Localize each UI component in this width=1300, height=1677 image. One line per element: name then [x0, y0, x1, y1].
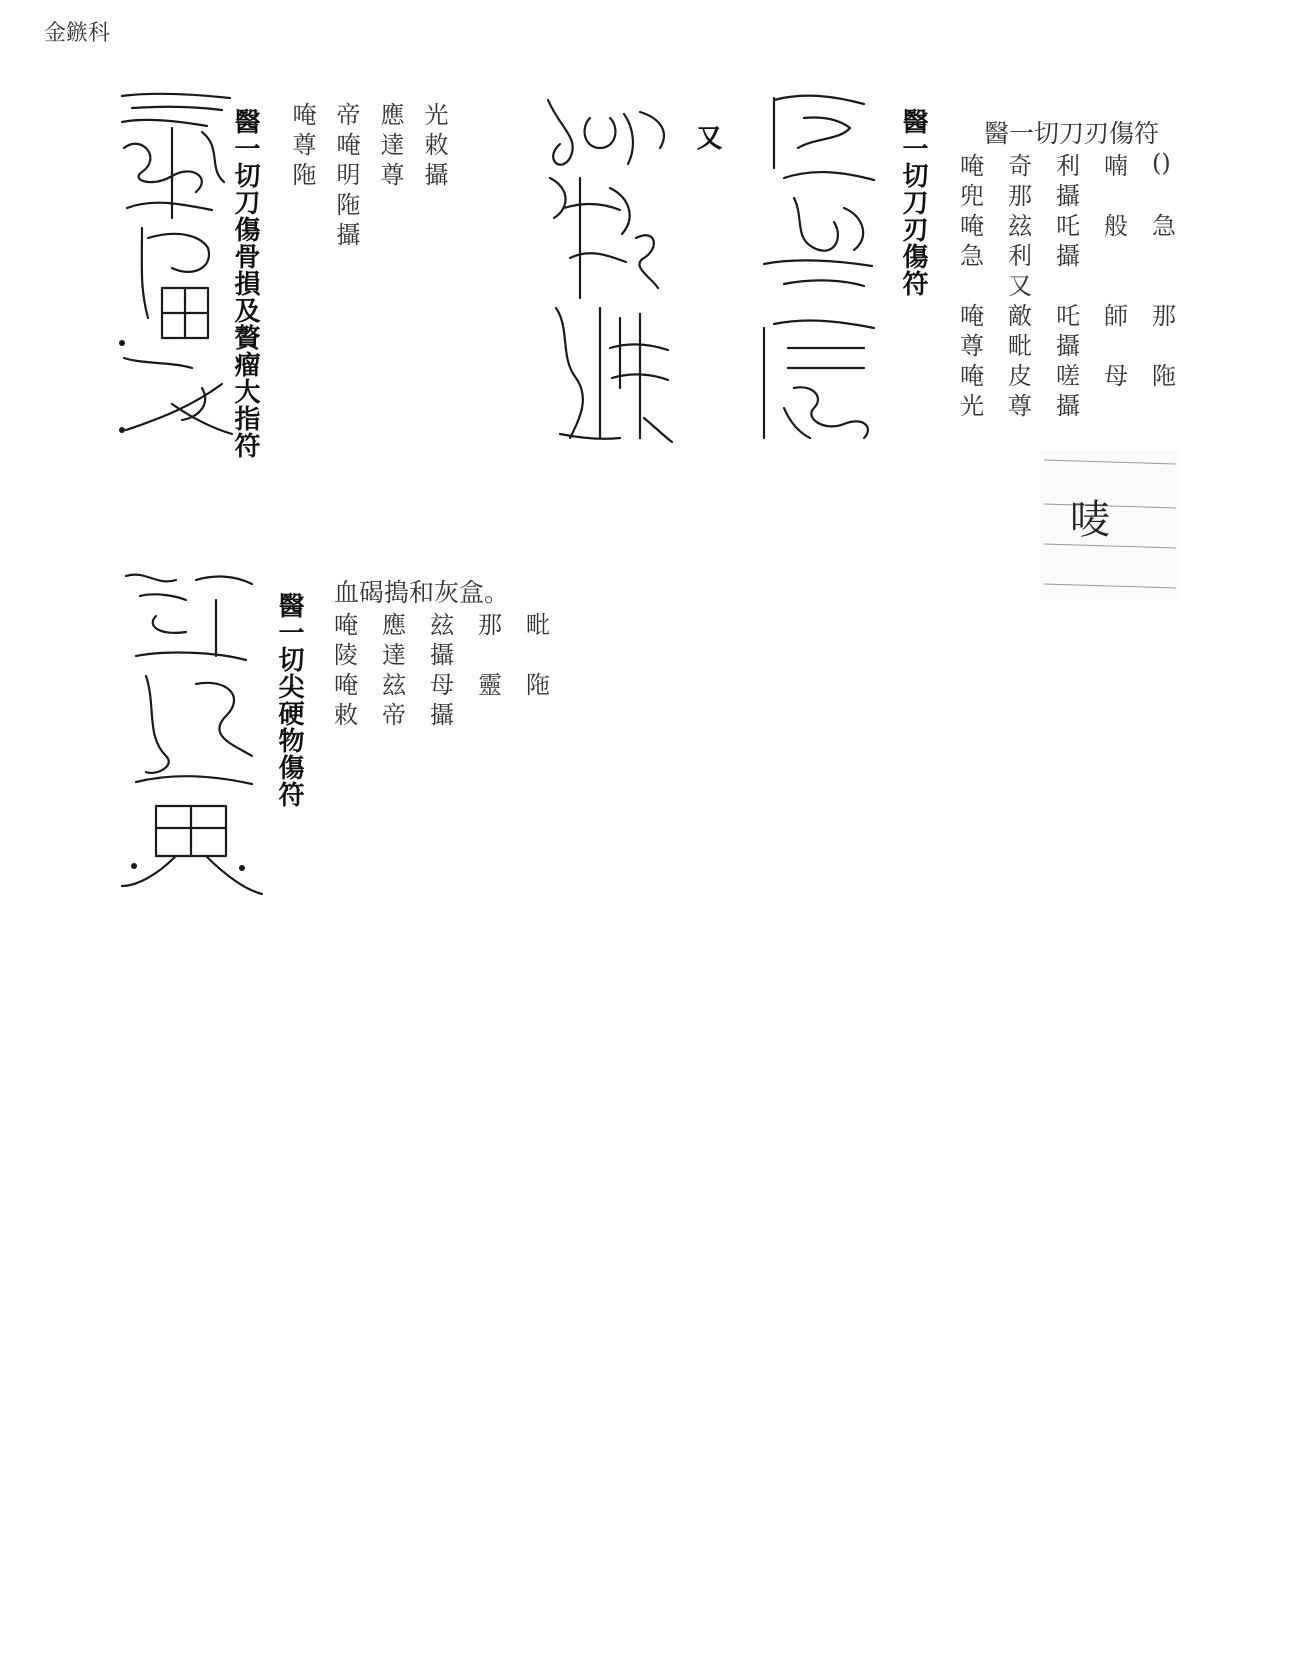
incantation-char: 攝 [1056, 181, 1080, 210]
incantation-char: 又 [1008, 271, 1032, 300]
incantation-char: 急 [1152, 211, 1176, 240]
incantation-char: 帝 [382, 700, 406, 729]
incantation-char: 達 [382, 640, 406, 669]
incantation-row [960, 208, 1200, 238]
incantation-char: 那 [1152, 301, 1176, 330]
incantation-char: 吒 [1056, 301, 1080, 330]
incantation-char: 唵 [960, 151, 984, 180]
incantation-char: 玆 [382, 670, 406, 699]
incantation-char: 陵 [334, 640, 358, 669]
lined-paper-note [1040, 450, 1180, 600]
talisman-glyph-bottom [116, 566, 266, 906]
incantation-column: 帝唵明陁攝 [332, 102, 360, 252]
incantation-char: 攝 [1056, 391, 1080, 420]
incantation-char: 母 [1104, 361, 1128, 390]
incantation-char: 吒 [1056, 211, 1080, 240]
incantation-char: 陁 [526, 670, 550, 699]
incantation-char: 玆 [1008, 211, 1032, 240]
incantation-row [960, 358, 1200, 388]
handwritten-note: 唛 [1070, 497, 1110, 543]
incantation-char: 急 [960, 241, 984, 270]
talisman-caption-bottom: 醫一切尖硬物傷符 [274, 592, 304, 808]
incantation-char: 師 [1104, 301, 1128, 330]
incantation-char: 毗 [526, 610, 550, 639]
talisman-glyph-right [754, 88, 884, 450]
incantation-char: 攝 [1056, 241, 1080, 270]
incantation-char: 奇 [1008, 151, 1032, 180]
incantation-char: 利 [1008, 241, 1032, 270]
incantation-row [334, 667, 574, 697]
incantation-char: 光 [960, 391, 984, 420]
incantation-char: 敵 [1008, 301, 1032, 330]
incantation-row [334, 697, 574, 727]
incantation-char: 尊 [960, 331, 984, 360]
talisman-caption-left: 醫一切刀傷骨損及贅瘤大指符 [230, 108, 260, 459]
incantation-row [334, 607, 574, 637]
incantation-char: 唵 [960, 301, 984, 330]
incantation-char: 唵 [960, 361, 984, 390]
incantation-char: 應 [382, 610, 406, 639]
incantation-char: 唵 [334, 610, 358, 639]
incantation-char: () [1152, 149, 1171, 177]
incantation-title: 醫一切刀刃傷符 [984, 119, 1160, 148]
incantation-column: 應達尊 [376, 102, 404, 192]
incantation-char: 喃 [1104, 151, 1128, 180]
incantation-row [334, 637, 574, 667]
incantation-char: 敕 [334, 700, 358, 729]
incantation-row [960, 148, 1200, 178]
incantation-char: 那 [478, 610, 502, 639]
incantation-row [960, 298, 1200, 328]
page-header-title: 金鏃科 [44, 21, 111, 46]
incantation-column: 光敕攝 [420, 102, 448, 192]
incantation-column: 唵尊陁 [288, 102, 316, 192]
talisman-caption-middle: 又 [692, 124, 722, 151]
incantation-right [960, 116, 1200, 418]
incantation-char: 皮 [1008, 361, 1032, 390]
incantation-char: 攝 [1056, 331, 1080, 360]
incantation-char: 攝 [430, 700, 454, 729]
incantation-char: 唵 [334, 670, 358, 699]
incantation-char: 利 [1056, 151, 1080, 180]
incantation-char: 嗟 [1056, 361, 1080, 390]
incantation-row [960, 328, 1200, 358]
incantation-char: 那 [1008, 181, 1032, 210]
incantation-char: 靈 [478, 670, 502, 699]
incantation-char: 兜 [960, 181, 984, 210]
incantation-title: 血碣搗和灰盒。 [334, 578, 510, 607]
talisman-glyph-left [112, 88, 242, 458]
incantation-char: 玆 [430, 610, 454, 639]
incantation-char: 唵 [960, 211, 984, 240]
incantation-char: 母 [430, 670, 454, 699]
incantation-row [960, 178, 1200, 208]
incantation-char: 毗 [1008, 331, 1032, 360]
incantation-char: 般 [1104, 211, 1128, 240]
talisman-glyph-middle [540, 88, 680, 453]
incantation-char: 尊 [1008, 391, 1032, 420]
incantation-left [290, 102, 446, 252]
incantation-char: 陁 [1152, 361, 1176, 390]
incantation-row [960, 268, 1200, 298]
talisman-caption-right: 醫一切刀刃傷符 [898, 108, 928, 297]
incantation-bottom [334, 575, 574, 727]
incantation-char: 攝 [430, 640, 454, 669]
incantation-row [960, 388, 1200, 418]
incantation-row [960, 238, 1200, 268]
